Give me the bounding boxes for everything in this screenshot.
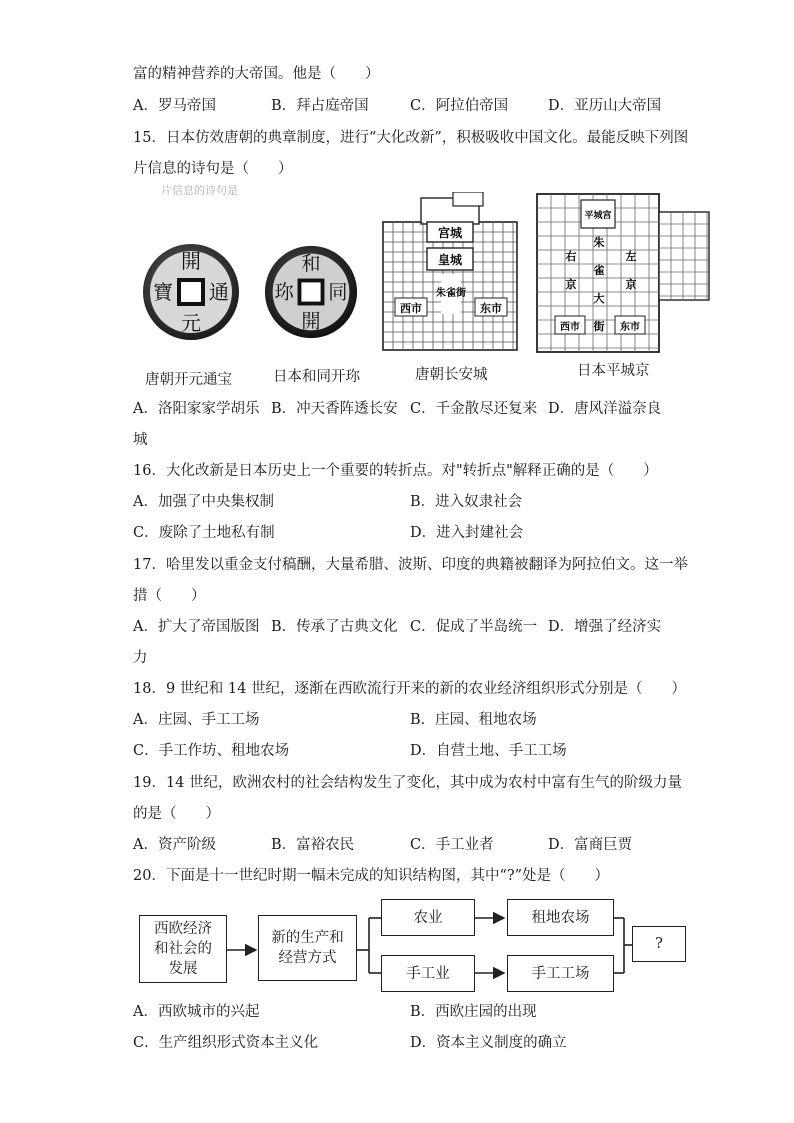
q17-option-d-wrap: 力: [133, 650, 148, 666]
q19-option-a: A．资产阶级: [133, 837, 216, 853]
q17-option-a: A．扩大了帝国版图: [133, 619, 260, 635]
root-line-2: 和社会的: [154, 941, 212, 957]
heijo-right-capital-1: 右: [565, 250, 577, 263]
q15-option-d: D．唐风洋溢奈良: [548, 401, 662, 417]
q20-option-a: A．西欧城市的兴起: [133, 1004, 260, 1020]
q18-option-a: A．庄园、手工工场: [133, 712, 260, 728]
mid-line-2: 经营方式: [278, 950, 337, 966]
q16-option-a: A．加强了中央集权制: [133, 494, 274, 510]
q18-option-c: C．手工作坊、租地农场: [133, 743, 290, 759]
q20-option-b: B．西欧庄园的出现: [410, 1004, 537, 1020]
q16-option-b: B．进入奴隶社会: [410, 494, 523, 510]
q14-option-a: A．罗马帝国: [133, 98, 216, 114]
q14-stem-tail: 富的精神营养的大帝国。他是（ ）: [133, 66, 380, 82]
diagram-workshop-node: 手工工场: [507, 955, 614, 992]
q19-option-d: D．富商巨贾: [548, 837, 633, 853]
heijo-street-char-3: 大: [593, 292, 605, 305]
q18-option-d: D．自营土地、手工工场: [410, 743, 567, 759]
coin2-char-left: 珎: [274, 280, 294, 304]
heijo-palace-label: 平城宫: [584, 211, 612, 221]
caption-wadokaichin: 日本和同开珎: [273, 369, 360, 385]
q14-option-b: B．拜占庭帝国: [271, 98, 369, 114]
diagram-tenant-farm-node: 租地农场: [507, 899, 614, 936]
coin2-char-right: 同: [328, 280, 348, 304]
q17-option-d: D．增强了经济实: [548, 619, 662, 635]
heijo-street-char-1: 朱: [593, 236, 605, 249]
mid-line-1: 新的生产和: [271, 930, 344, 946]
q18-option-b: B．庄园、租地农场: [410, 712, 537, 728]
q19-stem-line2: 的是（ ）: [133, 806, 220, 822]
root-line-1: 西欧经济: [154, 921, 212, 937]
heijo-street-char-2: 雀: [593, 264, 605, 277]
q20-option-c: C．生产组织形式资本主义化: [133, 1035, 319, 1051]
coin2-char-top: 和: [301, 251, 321, 275]
caption-changan: 唐朝长安城: [415, 367, 488, 383]
q16-option-d: D．进入封建社会: [410, 525, 524, 541]
diagram-unknown-node: ?: [632, 926, 686, 962]
heijo-east-market: 东市: [620, 322, 640, 333]
q15-option-c: C．千金散尽还复来: [410, 401, 538, 417]
q17-option-b: B．传承了古典文化: [271, 619, 398, 635]
heijo-street-char-4: 街: [593, 320, 605, 333]
caption-kaiyuan: 唐朝开元通宝: [145, 372, 232, 388]
q17-stem-line2: 措（ ）: [133, 588, 206, 604]
q15-stem-line1: 15．日本仿效唐朝的典章制度，进行“大化改新”，积极吸收中国文化。最能反映下列图: [133, 130, 689, 146]
q17-stem-line1: 17．哈里发以重金支付稿酬，大量希腊、波斯、印度的典籍被翻译为阿拉伯文。这一举: [133, 557, 688, 573]
heijo-right-capital-2: 京: [565, 278, 577, 291]
kaiyuan-coin-image: [141, 242, 241, 342]
changan-city-map: [381, 192, 519, 352]
q20-knowledge-diagram: [137, 893, 697, 999]
diagram-mid-node: [258, 915, 357, 981]
heijokyo-city-map: [535, 192, 711, 354]
q15-option-b: B．冲天香阵透长安: [271, 401, 398, 417]
coin2-char-bottom: 開: [301, 309, 321, 333]
changan-east-market: 东市: [480, 302, 502, 315]
q18-stem: 18．9 世纪和 14 世纪，逐渐在西欧流行开来的新的农业经济组织形式分别是（ ）: [133, 681, 686, 697]
q15-stem-line2: 片信息的诗句是（ ）: [133, 161, 293, 177]
changan-street-label: 朱雀街: [436, 288, 466, 299]
q14-option-c: C．阿拉伯帝国: [410, 98, 509, 114]
q15-option-a: A．洛阳家家学胡乐: [133, 401, 260, 417]
coin1-char-top: 開: [181, 249, 201, 273]
caption-heijokyo: 日本平城京: [577, 363, 650, 379]
coin1-char-bottom: 元: [181, 311, 201, 335]
q15-option-d-wrap: 城: [133, 432, 148, 448]
heijo-left-capital-1: 左: [625, 250, 637, 263]
q15-figure: [133, 180, 713, 390]
q16-option-c: C．废除了土地私有制: [133, 525, 275, 541]
changan-imperial-label: 皇城: [437, 253, 463, 267]
coin1-char-left: 寶: [153, 280, 173, 304]
changan-palace-label: 宫城: [437, 226, 463, 240]
q17-option-c: C．促成了半岛统一: [410, 619, 538, 635]
heijo-left-capital-2: 京: [625, 278, 637, 291]
q19-option-c: C．手工业者: [410, 837, 494, 853]
q14-option-d: D．亚历山大帝国: [548, 98, 662, 114]
q19-stem-line1: 19．14 世纪，欧洲农村的社会结构发生了变化，其中成为农村中富有生气的阶级力量: [133, 775, 683, 791]
figure-top-text: 片信息的诗句是: [161, 184, 238, 197]
q20-option-d: D．资本主义制度的确立: [410, 1035, 567, 1051]
diagram-handicraft-node: 手工业: [381, 955, 475, 992]
wadokaichin-coin-image: [263, 244, 359, 340]
root-line-3: 发展: [168, 961, 198, 977]
q20-stem: 20．下面是十一世纪时期一幅未完成的知识结构图，其中“?”处是（ ）: [133, 868, 610, 884]
coin1-char-right: 通: [209, 280, 229, 304]
heijo-west-market: 西市: [560, 322, 580, 333]
diagram-root-node: [139, 915, 227, 983]
q16-stem: 16．大化改新是日本历史上一个重要的转折点。对"转折点"解释正确的是（ ）: [133, 463, 658, 479]
changan-west-market: 西市: [400, 302, 422, 315]
diagram-agriculture-node: 农业: [381, 899, 475, 936]
q19-option-b: B．富裕农民: [271, 837, 355, 853]
